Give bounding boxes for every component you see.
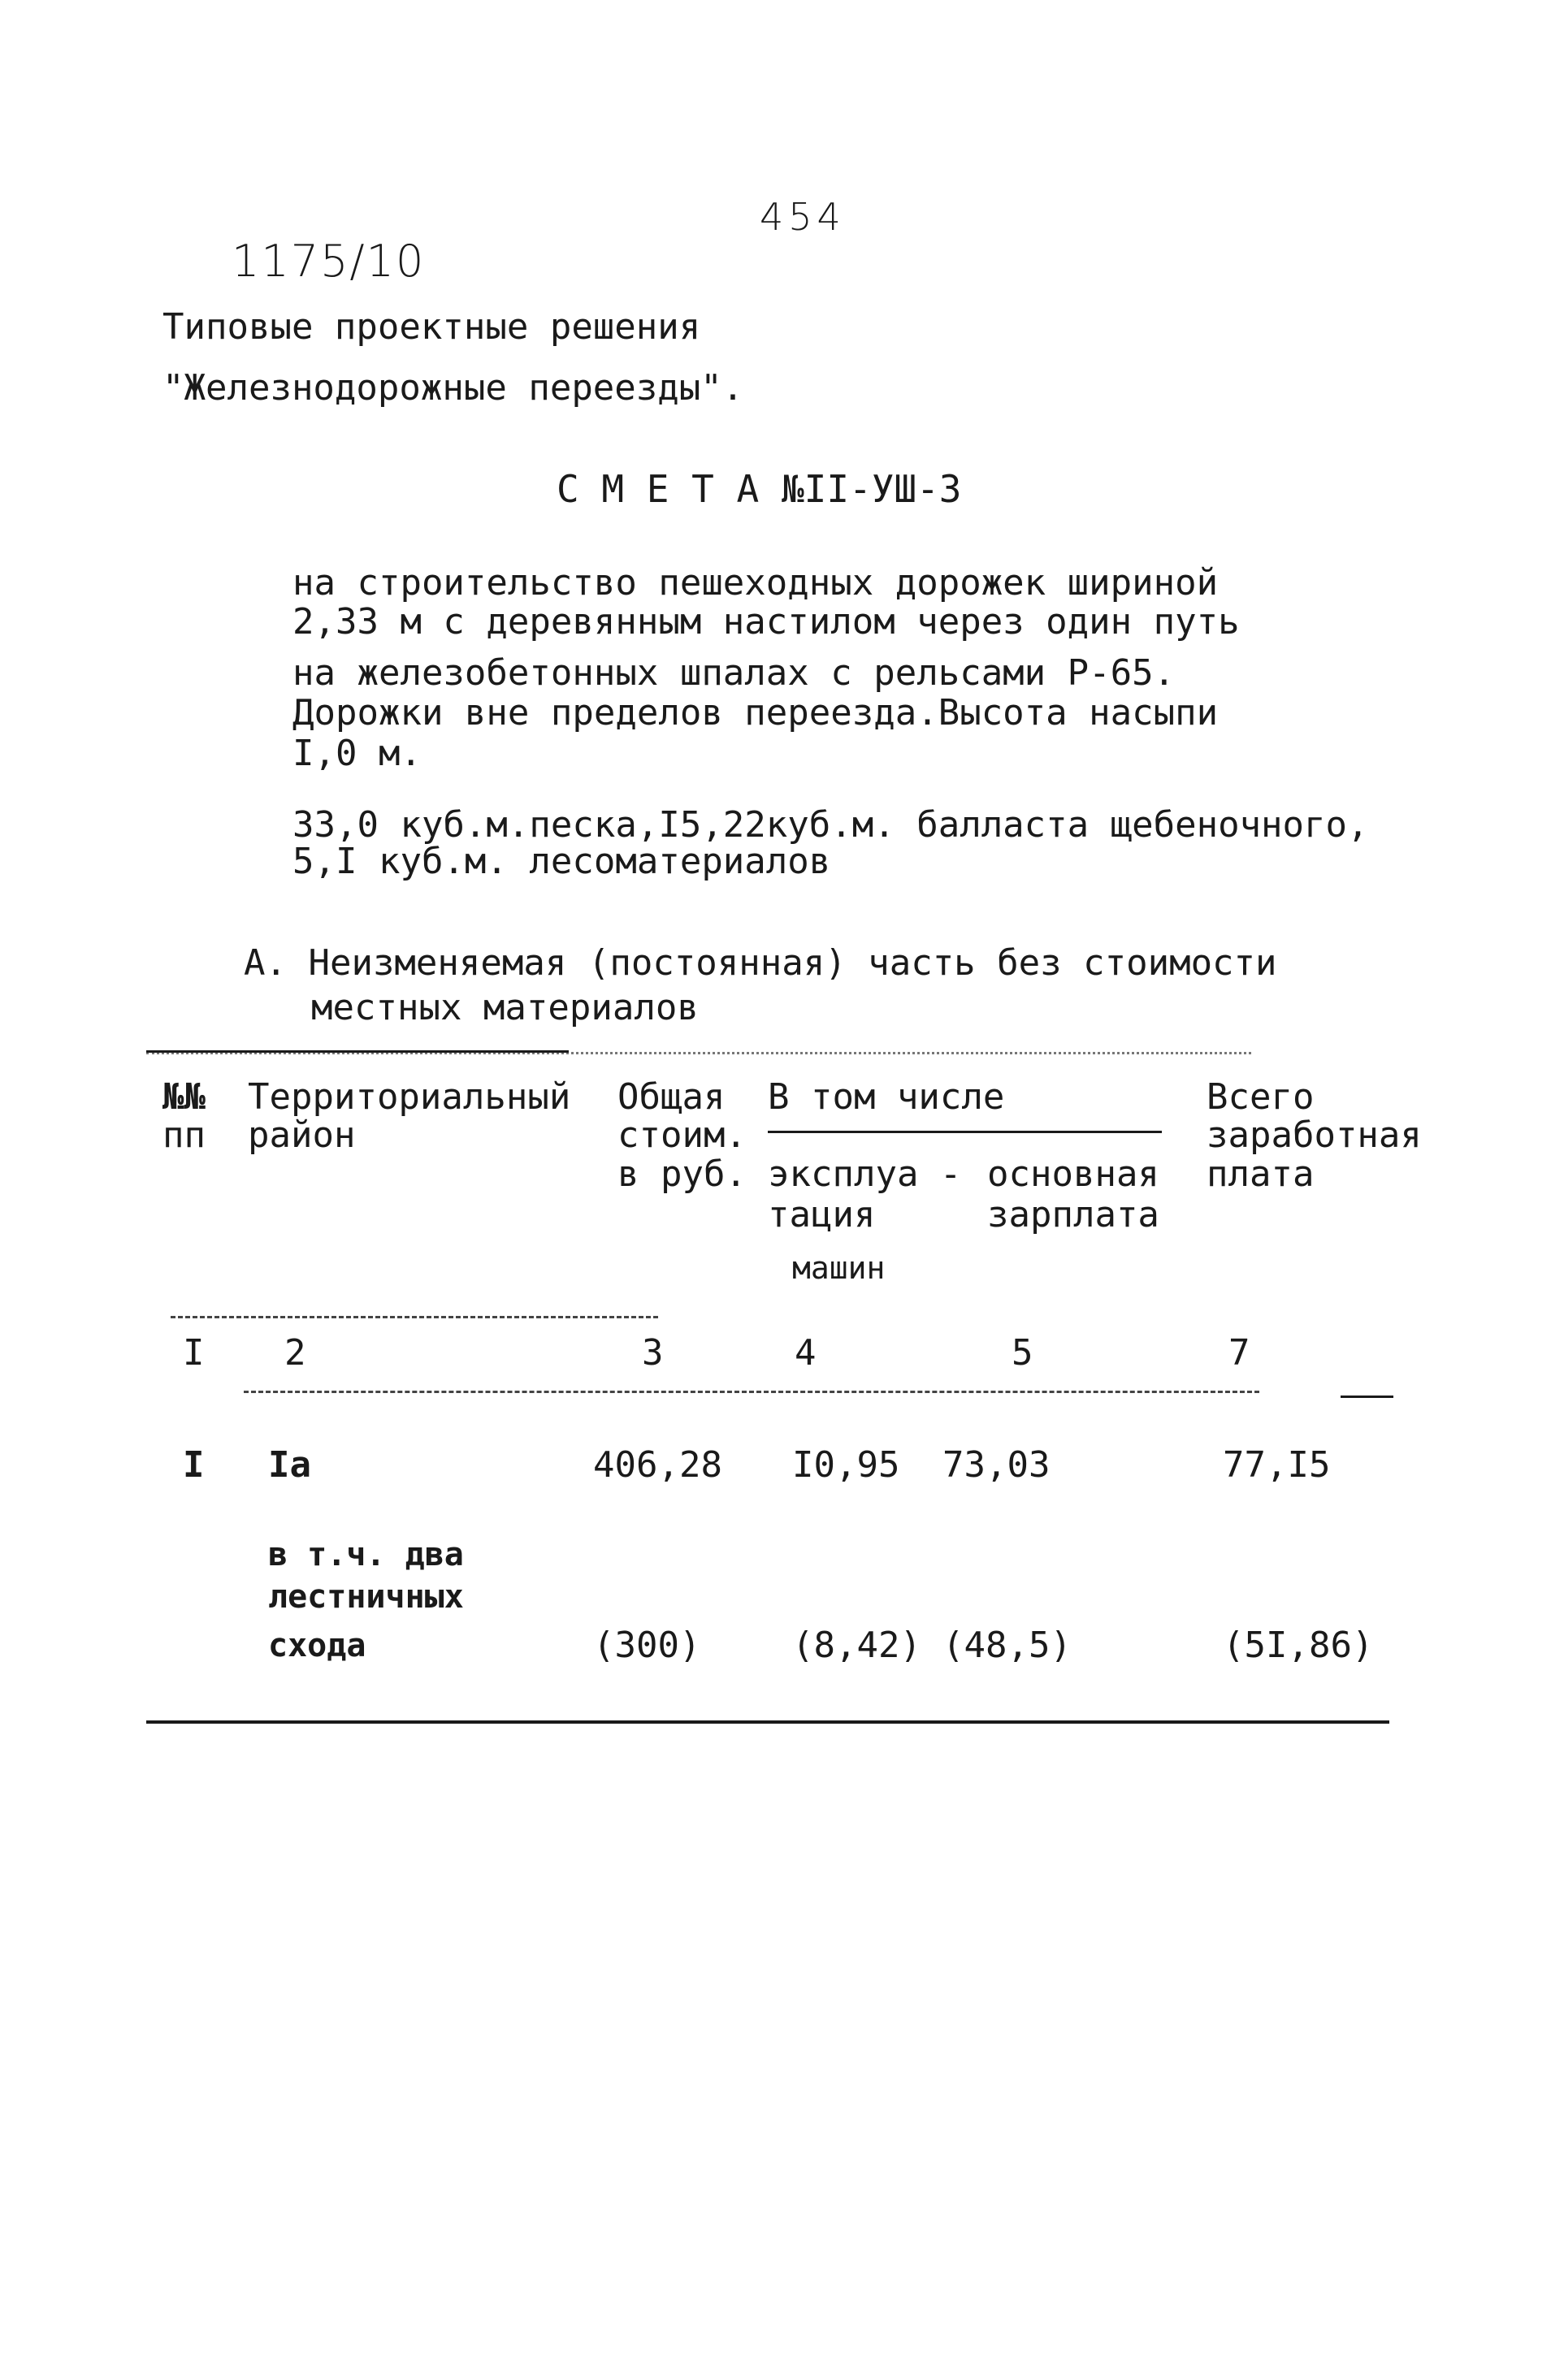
column-number: 3	[642, 1332, 664, 1374]
series-title-line2: "Железнодорожные переезды".	[162, 367, 744, 409]
header-salary: Всего	[1207, 1076, 1315, 1118]
row-num: I	[183, 1444, 205, 1486]
row-district: Iа	[268, 1444, 311, 1486]
description-line: на строительство пешеходных дорожек шириной	[292, 562, 1219, 604]
column-number: 4	[795, 1332, 817, 1374]
document-code: 1175/10	[232, 236, 426, 287]
header-salary: плата	[1207, 1153, 1315, 1195]
column-numbers-rule-right	[1341, 1396, 1393, 1398]
subrow-salary: (5I,86)	[1223, 1625, 1374, 1666]
header-wage: зарплата	[987, 1194, 1159, 1235]
header-total: стоим.	[617, 1114, 747, 1156]
header-including-underline	[768, 1131, 1162, 1133]
section-heading-line2: местных материалов	[311, 987, 699, 1028]
column-number: 5	[1012, 1332, 1033, 1374]
header-exploitation: тация	[768, 1194, 876, 1235]
subrow-label: лестничных	[268, 1578, 464, 1616]
series-title-line1: Типовые проектные решения	[162, 306, 701, 348]
header-salary: заработная	[1207, 1114, 1422, 1156]
header-total: Общая	[617, 1076, 726, 1118]
column-number: 2	[284, 1332, 306, 1374]
header-including: В том числе	[768, 1076, 1005, 1118]
row-exploitation: I0,95	[792, 1444, 900, 1486]
description-line: 2,33 м с деревянным настилом через один путь	[292, 601, 1240, 643]
subrow-exploitation: (8,42)	[792, 1625, 921, 1666]
header-num: пп	[162, 1114, 206, 1156]
row-total: 406,28	[593, 1444, 722, 1486]
section-heading-line1: А. Неизменяемая (постоянная) часть без стоимости	[244, 942, 1277, 984]
row-salary: 77,I5	[1223, 1444, 1331, 1486]
column-number: I	[183, 1332, 205, 1374]
header-district: район	[248, 1114, 356, 1156]
subrow-label: схода	[268, 1627, 366, 1664]
header-bottom-rule	[171, 1316, 658, 1318]
description-line: на железобетонных шпалах с рельсами Р-65.	[292, 652, 1176, 694]
column-number: 7	[1228, 1332, 1250, 1374]
materials-line: 33,0 куб.м.песка,I5,22куб.м. балласта щебеночного,	[292, 804, 1369, 846]
column-numbers-rule	[244, 1391, 1259, 1393]
table-bottom-rule	[146, 1720, 1389, 1724]
subrow-wage: (48,5)	[942, 1625, 1072, 1666]
header-wage: основная	[987, 1153, 1159, 1195]
table-top-rule-solid	[146, 1050, 569, 1053]
description-line: I,0 м.	[292, 733, 422, 774]
subrow-total: (300)	[593, 1625, 701, 1666]
header-num: №№	[162, 1076, 206, 1118]
subrow-label: в т.ч. два	[268, 1536, 464, 1573]
materials-line: 5,I куб.м. лесоматериалов	[292, 841, 831, 882]
header-total: в руб.	[617, 1153, 747, 1195]
estimate-title: С М Е Т А №II-УШ-3	[557, 467, 962, 511]
header-exploitation: машин	[792, 1250, 886, 1286]
row-wage: 73,03	[942, 1444, 1051, 1486]
page-number: 454	[760, 195, 846, 239]
header-exploitation: эксплуа -	[768, 1153, 962, 1195]
header-district: Территориальный	[248, 1076, 571, 1118]
description-line: Дорожки вне пределов переезда.Высота насыпи	[292, 692, 1219, 733]
